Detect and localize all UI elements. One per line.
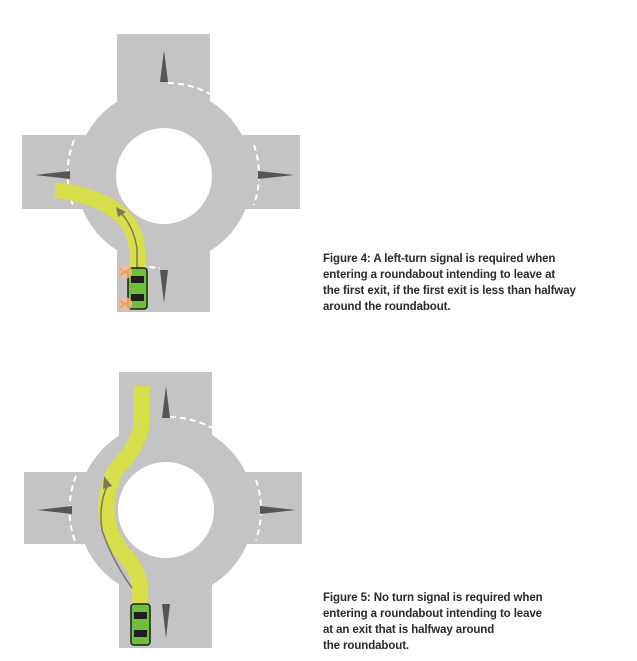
yield-line-s [130,262,160,268]
splitter-south [160,270,168,303]
west-road [22,135,102,209]
caption-line: entering a roundabout intending to leave at [323,269,556,281]
splitter-west [35,171,70,179]
figure-5-roundabout [24,372,302,648]
yield-line-ne [168,83,246,128]
figure-4-roundabout [22,34,300,312]
south-road [117,230,210,312]
yield-line-e [256,480,261,540]
direction-arrow-head [116,207,126,217]
car [128,268,147,309]
caption-line: Figure 5: No turn signal is required when [323,592,543,604]
splitter-north [162,386,170,418]
caption-line: at an exit that is halfway around [323,624,495,636]
roundabout-ring [78,422,254,598]
yield-line-w [70,476,76,544]
splitter-north [160,50,168,82]
splitter-east [258,171,294,179]
caption-line: Figure 4: A left-turn signal is required when [323,253,556,265]
caption-line: the first exit, if the first exit is less than halfway [323,285,576,297]
north-road [119,372,212,452]
direction-arrow [120,212,137,270]
roundabout-ring [76,88,252,264]
yield-line-ne [170,417,248,462]
central-island [116,128,212,224]
east-road [222,472,302,544]
splitter-south [162,604,170,638]
central-island [118,462,214,558]
direction-arrow [101,484,132,588]
left-turn-signal-icon [118,265,132,311]
yield-line-w [68,140,74,208]
figure-5-caption [323,590,623,654]
vehicle-path [106,386,142,630]
figure-4-caption [323,251,623,315]
yield-line-e [254,145,259,205]
south-road [119,566,212,648]
splitter-east [260,506,296,514]
north-road [117,34,210,114]
caption-line: entering a roundabout intending to leave [323,608,542,620]
caption-line: the roundabout. [323,640,410,652]
east-road [220,135,300,209]
vehicle-path [55,190,137,292]
west-road [24,472,104,544]
caption-line: around the roundabout. [323,301,451,313]
direction-arrow-head [103,476,112,489]
car [131,604,150,645]
splitter-west [37,506,72,514]
